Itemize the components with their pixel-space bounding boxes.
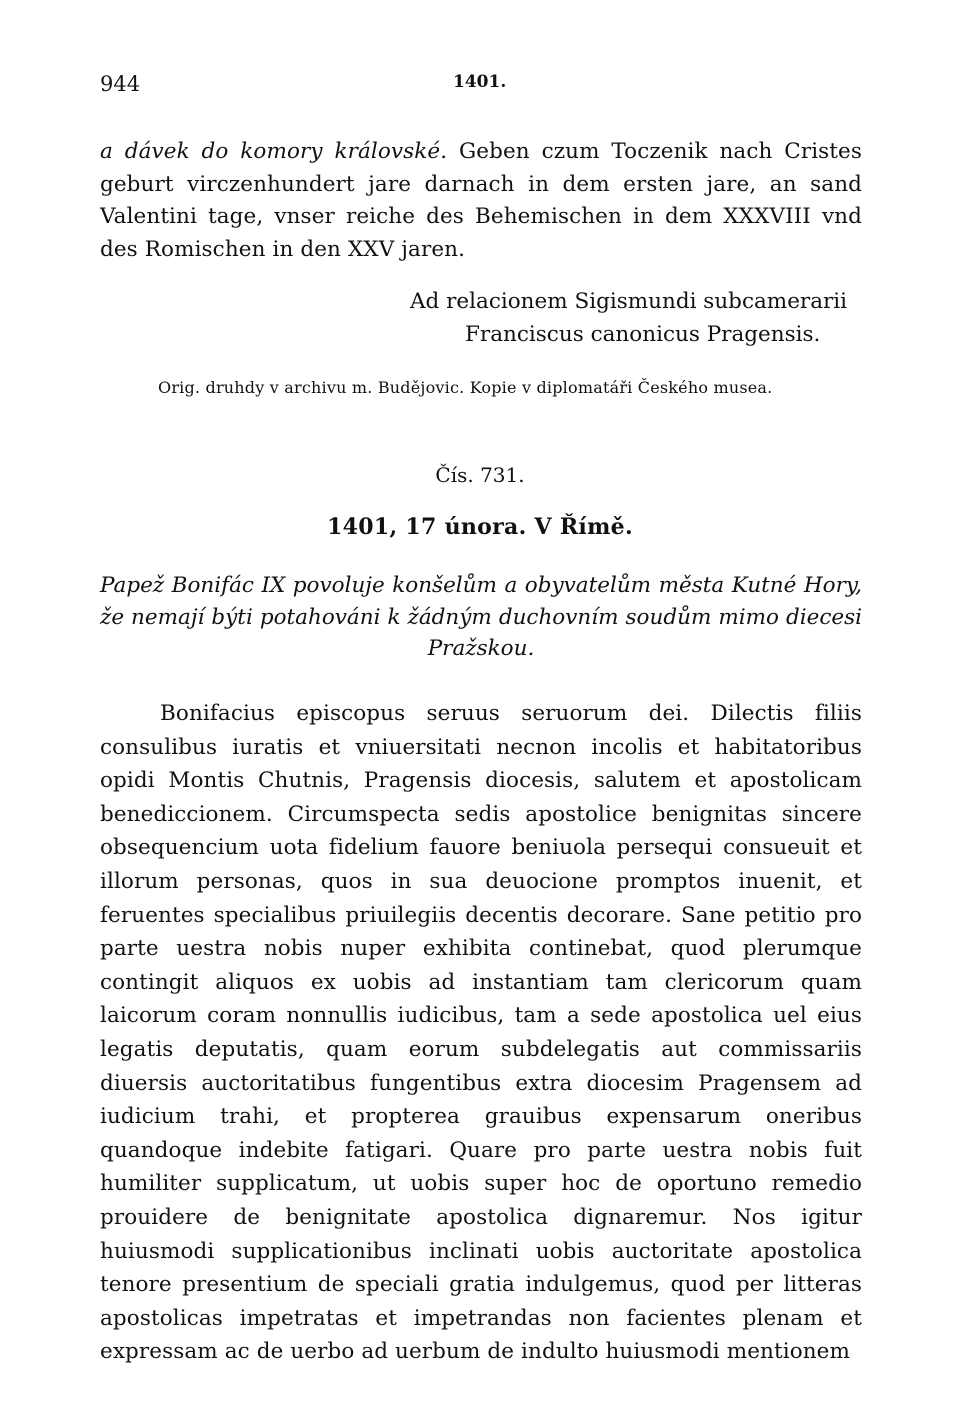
page-header bbox=[100, 72, 860, 102]
page-number: 944 bbox=[100, 72, 141, 96]
running-year-header: 1401. bbox=[453, 72, 507, 92]
body-text-block bbox=[100, 697, 862, 1369]
body-paragraph: Bonifacius episcopus seruus seruorum dei. Dilectis filiis consulibus iuratis et vniuersitati necnon incolis et habitatoribus opidi Montis Chutnis, Pragensis diocesis, salutem et apostolicam benediccionem. Circumspecta sedis apostolice benignitas sincere obsequencium uota fidelium fauore beniuola persequi consueuit et illorum personas, quos in sua deuocione promptos inuenit, et feruentes specialibus priuilegiis decentis decorare. Sane petitio pro parte uestra nobis nuper exhibita continebat, quod plerumque contingit aliquos ex uobis ad instantiam tam clericorum quam laicorum coram nonnullis iudicibus, tam a sede apostolica uel eius legatis deputatis, quam eorum subdelegatis aut commissariis diuersis auctoritatibus fungentibus extra diocesim Pragensem ad iudicium trahi, et propterea grauibus expensarum oneribus quandoque indebite fatigari. Quare pro parte uestra nobis fuit humiliter supplicatum, ut uobis super hoc de oportuno remedio prouidere de benignitate apostolica dignaremur. Nos igitur huiusmodi supplicationibus inclinati uobis auctoritate apostolica tenore presentium de speciali gratia indulgemus, quod per litteras apostolicas impetratas et impetrandas non facientes plenam et expressam ac de uerbo ad uerbum de indulto huiusmodi mentionem bbox=[100, 701, 862, 1365]
signature-line-2: Franciscus canonicus Pragensis. bbox=[465, 321, 821, 347]
opening-paragraph bbox=[100, 136, 862, 266]
document-number: Čís. 731. bbox=[435, 463, 525, 487]
document-summary bbox=[100, 570, 862, 665]
summary-line-3: Pražskou. bbox=[427, 636, 535, 661]
opening-italic-lead: a dávek do komory královské. bbox=[100, 139, 448, 164]
signature-block bbox=[410, 286, 870, 351]
opening-paragraph-text: Geben czum Toczenik nach Cristes geburt virczenhundert jare darnach in dem ersten jare, an sand Valentini tage, vnser reiche des Behemischen in dem XXXVIII vnd des Romischen in den XXV jaren. bbox=[100, 139, 863, 262]
source-note: Orig. druhdy v archivu m. Budějovic. Kopie v diplomatáři Českého musea. bbox=[158, 378, 773, 397]
date-heading: 1401, 17 února. V Římě. bbox=[327, 514, 633, 540]
summary-line-2: že nemají býti potahováni k žádným duchovním soudům mimo diecesi bbox=[100, 604, 862, 630]
summary-line-1: Papež Bonifác IX povoluje konšelům a obyvatelům města Kutné Hory, bbox=[100, 573, 862, 598]
signature-line-1: Ad relacionem Sigismundi subcamerarii bbox=[410, 289, 848, 314]
